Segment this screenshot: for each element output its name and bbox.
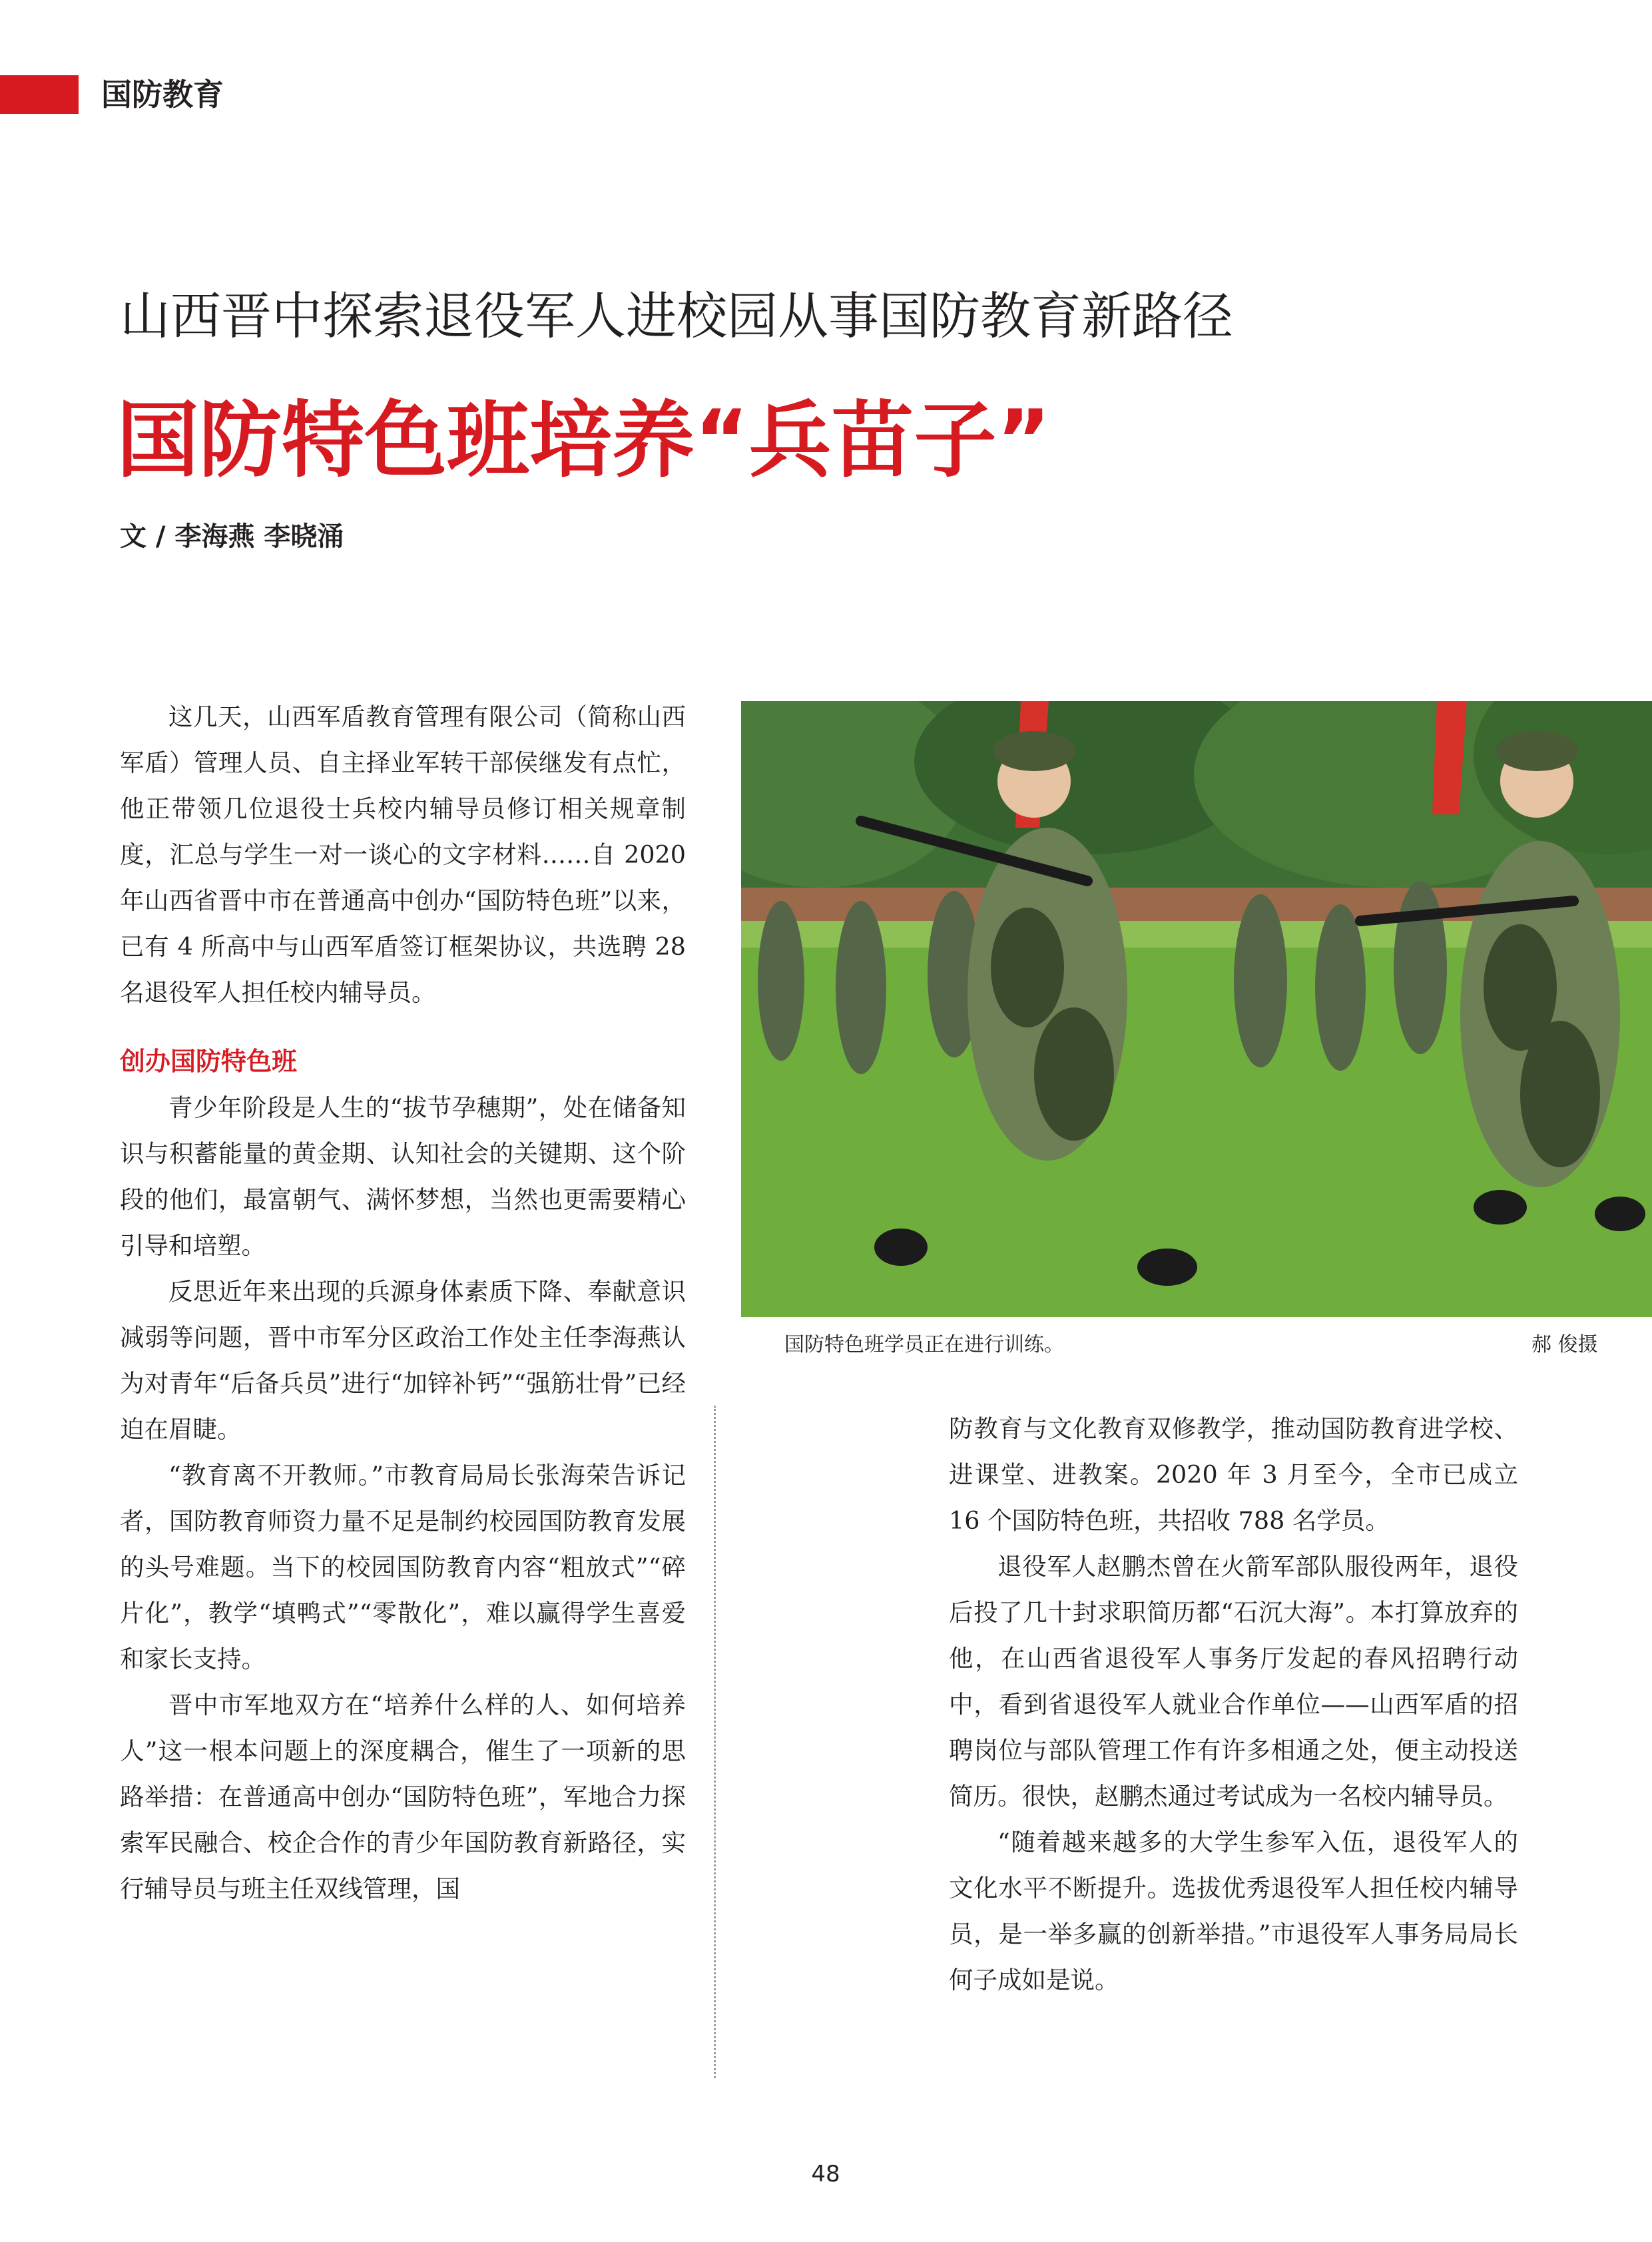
photo-caption: 国防特色班学员正在进行训练。 [784,1333,1064,1356]
paragraph: 防教育与文化教育双修教学，推动国防教育进学校、进课堂、进教案。2020 年 3 月至今，全市已成立 16 个国防特色班，共招收 788 名学员。 [949,1414,1518,1535]
paragraph: 退役军人赵鹏杰曾在火箭军部队服役两年，退役后投了几十封求职简历都“石沉大海”。本打算放弃的他，在山西省退役军人事务厅发起的春风招聘行动中，看到省退役军人就业合作单位——山西军盾的招聘岗位与部队管理工作有许多相通之处，便主动投送简历。很快，赵鹏杰通过考试成为一名校内辅导员。 [949,1552,1518,1811]
column-divider [714,1406,716,2078]
page-number: 48 [811,2161,840,2187]
article-title: 国防特色班培养“兵苗子” [117,393,1051,489]
section-marker [0,75,79,114]
paragraph: “教育离不开教师。”市教育局局长张海荣告诉记者，国防教育师资力量不足是制约校园国防教育发展的头号难题。当下的校园国防教育内容“粗放式”“碎片化”，教学“填鸭式”“零散化”，难以赢得学生喜爱和家长支持。 [120,1461,686,1673]
text-column-left [120,694,686,1912]
paragraph: 这几天，山西军盾教育管理有限公司（简称山西军盾）管理人员、自主择业军转干部侯继发有点忙，他正带领几位退役士兵校内辅导员修订相关规章制度，汇总与学生一对一谈心的文字材料……自 2020 年山西省晋中市在普通高中创办“国防特色班”以来，已有 4 所高中与山西军盾签订框架协议，共选聘 28 名退役军人担任校内辅导员。 [120,702,686,1007]
paragraph: 反思近年来出现的兵源身体素质下降、奉献意识减弱等问题，晋中市军分区政治工作处主任李海燕认为对青年“后备兵员”进行“加锌补钙”“强筋壮骨”已经迫在眉睫。 [120,1277,686,1444]
article-byline: 文 / 李海燕 李晓涌 [120,521,344,552]
section-heading: 创办国防特色班 [120,1047,298,1076]
article-subtitle: 山西晋中探索退役军人进校园从事国防教育新路径 [120,286,1233,346]
text-column-right [949,1406,1518,2003]
paragraph: “随着越来越多的大学生参军入伍，退役军人的文化水平不断提升。选拔优秀退役军人担任校内辅导员，是一举多赢的创新举措。”市退役军人事务局局长何子成如是说。 [949,1828,1518,1994]
section-label: 国防教育 [101,77,224,113]
training-photo [741,701,1652,1317]
paragraph: 晋中市军地双方在“培养什么样的人、如何培养人”这一根本问题上的深度耦合，催生了一项新的思路举措：在普通高中创办“国防特色班”，军地合力探索军民融合、校企合作的青少年国防教育新路径，实行辅导员与班主任双线管理，国 [120,1691,686,1903]
paragraph: 青少年阶段是人生的“拔节孕穗期”，处在储备知识与积蓄能量的黄金期、认知社会的关键期、这个阶段的他们，最富朝气、满怀梦想，当然也更需要精心引导和培塑。 [120,1093,686,1260]
photo-credit: 郝 俊摄 [1531,1333,1598,1356]
